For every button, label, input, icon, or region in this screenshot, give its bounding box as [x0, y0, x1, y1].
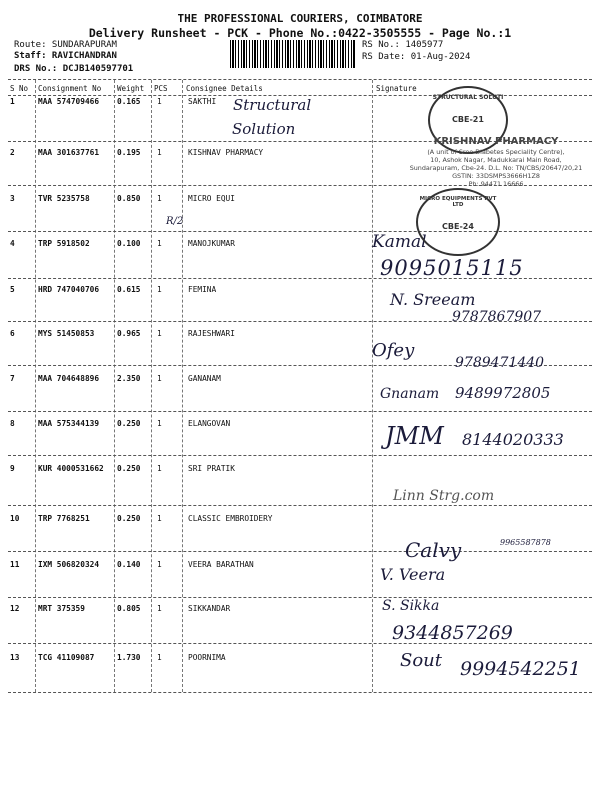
cell-consignment: MRT 375359 [38, 604, 85, 613]
signature: Sout [400, 650, 442, 671]
row-divider [8, 692, 592, 693]
cell-pcs: 1 [157, 419, 162, 428]
cell-consignment: MAA 575344139 [38, 419, 100, 428]
cell-sno: 12 [10, 604, 20, 613]
cell-consignee: MANOJKUMAR [188, 239, 235, 248]
cell-consignee: KISHNAV PHARMACY [188, 148, 264, 157]
row-divider [8, 455, 592, 456]
signature: Kamal [372, 232, 427, 252]
cell-consignment: MAA 704648896 [38, 374, 100, 383]
cell-weight: 0.965 [117, 329, 141, 338]
cell-sno: 5 [10, 285, 15, 294]
cell-consignment: HRD 747040706 [38, 285, 100, 294]
handwritten-phone: 9994542251 [460, 658, 581, 680]
cell-weight: 0.250 [117, 514, 141, 523]
stamp-text: MICRO EQUIPMENTS PVT LTD [419, 196, 497, 208]
cell-sno: 7 [10, 374, 15, 383]
row-divider [8, 411, 592, 412]
rs-number: RS No.: 1405977 [362, 40, 444, 50]
signature: S. Sikka [382, 598, 440, 614]
column-separator [372, 80, 373, 692]
cell-consignee: GANANAM [188, 374, 221, 383]
pharmacy-stamp [398, 136, 594, 188]
cell-pcs: 1 [157, 653, 162, 662]
cell-pcs: 1 [157, 514, 162, 523]
signature: Calvy [405, 538, 462, 562]
handwritten-mark: R/2 [166, 216, 184, 227]
signature: JMM [385, 422, 444, 450]
cell-consignee: FEMINA [188, 285, 217, 294]
signature: N. Sreeam [390, 290, 476, 309]
pharmacy-name: KRISHNAV PHARMACY [433, 136, 559, 147]
pharmacy-line: Ph: 94471 16666 [468, 180, 524, 188]
cell-pcs: 1 [157, 285, 162, 294]
cell-sno: 4 [10, 239, 15, 248]
pharmacy-line: Sundarapuram, Cbe-24. D.L. No: TN/CBS/20647/20,21 [409, 164, 583, 172]
cell-pcs: 1 [157, 560, 162, 569]
company-stamp [416, 188, 500, 256]
cell-consignment: MAA 574709466 [38, 97, 100, 106]
cell-consignment: MAA 301637761 [38, 148, 100, 157]
cell-weight: 0.140 [117, 560, 141, 569]
cell-sno: 10 [10, 514, 20, 523]
cell-consignee: MICRO EQUI [188, 194, 235, 203]
row-divider [8, 597, 592, 598]
cell-consignment: TVR 5235758 [38, 194, 90, 203]
col-consignment: Consignment No [38, 84, 102, 93]
cell-consignee: VEERA BARATHAN [188, 560, 254, 569]
runsheet-subtitle: Delivery Runsheet - PCK - Phone No.:0422-3505555 - Page No.:1 [88, 26, 512, 40]
cell-sno: 8 [10, 419, 15, 428]
cell-sno: 6 [10, 329, 15, 338]
staff-label: Staff: RAVICHANDRAN [14, 51, 117, 61]
cell-consignee: POORNIMA [188, 653, 226, 662]
cell-pcs: 1 [157, 604, 162, 613]
cell-consignee: ELANGOVAN [188, 419, 231, 428]
row-divider [8, 231, 592, 232]
cell-sno: 11 [10, 560, 20, 569]
cell-sno: 2 [10, 148, 15, 157]
cell-consignee: SRI PRATIK [188, 464, 235, 473]
cell-consignment: TRP 5918502 [38, 239, 90, 248]
cell-consignee: CLASSIC EMBROIDERY [188, 514, 273, 523]
handwritten-phone: 9789471440 [455, 355, 545, 371]
cell-sno: 1 [10, 97, 15, 106]
cell-pcs: 1 [157, 148, 162, 157]
signature: Linn Strg.com [393, 488, 495, 504]
pharmacy-line: (A unit of Sree Diabetes Speciality Centre), [427, 148, 565, 156]
cell-sno: 9 [10, 464, 15, 473]
stamp-text: STRUCTURAL SOLUTI [432, 94, 504, 101]
company-title: THE PROFESSIONAL COURIERS, COIMBATORE [177, 12, 423, 25]
cell-consignee: SIKKANDAR [188, 604, 231, 613]
handwritten-phone: 9095015115 [380, 256, 524, 280]
row-divider [8, 505, 592, 506]
handwritten-note: Structural [233, 96, 312, 114]
cell-sno: 13 [10, 653, 20, 662]
cell-pcs: 1 [157, 464, 162, 473]
cell-pcs: 1 [157, 97, 162, 106]
handwritten-phone: 8144020333 [462, 430, 564, 449]
col-weight: Weight [117, 84, 145, 93]
cell-weight: 0.850 [117, 194, 141, 203]
column-separator [182, 80, 183, 692]
cell-sno: 3 [10, 194, 15, 203]
cell-consignment: TRP 7768251 [38, 514, 90, 523]
column-separator [35, 80, 36, 692]
handwritten-phone: 9489972805 [455, 384, 551, 402]
pharmacy-line: 10, Ashok Nagar, Madukkarai Main Road, [430, 156, 562, 164]
cell-consignee: RAJESHWARI [188, 329, 235, 338]
col-consignee: Consignee Details [186, 84, 263, 93]
drs-number: DRS No.: DCJB140597701 [14, 64, 134, 74]
divider [8, 79, 592, 80]
signature: Ofey [372, 340, 415, 361]
cell-pcs: 1 [157, 239, 162, 248]
column-separator [151, 80, 152, 692]
cell-weight: 0.195 [117, 148, 141, 157]
cell-weight: 1.730 [117, 653, 141, 662]
cell-weight: 0.615 [117, 285, 141, 294]
cell-weight: 2.350 [117, 374, 141, 383]
stamp-code: CBE-24 [442, 222, 474, 231]
row-divider [8, 551, 592, 552]
barcode-image [230, 40, 356, 68]
signature: Gnanam [380, 386, 440, 402]
cell-weight: 0.100 [117, 239, 141, 248]
col-signature: Signature [376, 84, 417, 93]
cell-pcs: 1 [157, 329, 162, 338]
cell-weight: 0.250 [117, 419, 141, 428]
col-pcs: PCS [154, 84, 168, 93]
cell-weight: 0.165 [117, 97, 141, 106]
cell-consignment: IXM 506820324 [38, 560, 100, 569]
cell-weight: 0.805 [117, 604, 141, 613]
cell-consignment: KUR 4000531662 [38, 464, 104, 473]
handwritten-phone: 9965587878 [500, 538, 551, 547]
pharmacy-line: GSTIN: 33DSMPS3666H1Z8 [452, 172, 540, 180]
cell-consignment: MYS 51450853 [38, 329, 95, 338]
handwritten-note: Solution [232, 120, 296, 138]
handwritten-phone: 9787867907 [452, 309, 542, 325]
stamp-code: CBE-21 [452, 115, 484, 124]
rs-date: RS Date: 01-Aug-2024 [362, 52, 471, 62]
column-separator [114, 80, 115, 692]
cell-weight: 0.250 [117, 464, 141, 473]
col-sno: S No [10, 84, 29, 93]
cell-pcs: 1 [157, 194, 162, 203]
route-label: Route: SUNDARAPURAM [14, 40, 117, 50]
handwritten-phone: 9344857269 [392, 622, 513, 644]
cell-consignment: TCG 41109087 [38, 653, 95, 662]
cell-pcs: 1 [157, 374, 162, 383]
signature: V. Veera [380, 565, 446, 584]
cell-consignee: SAKTHI [188, 97, 217, 106]
